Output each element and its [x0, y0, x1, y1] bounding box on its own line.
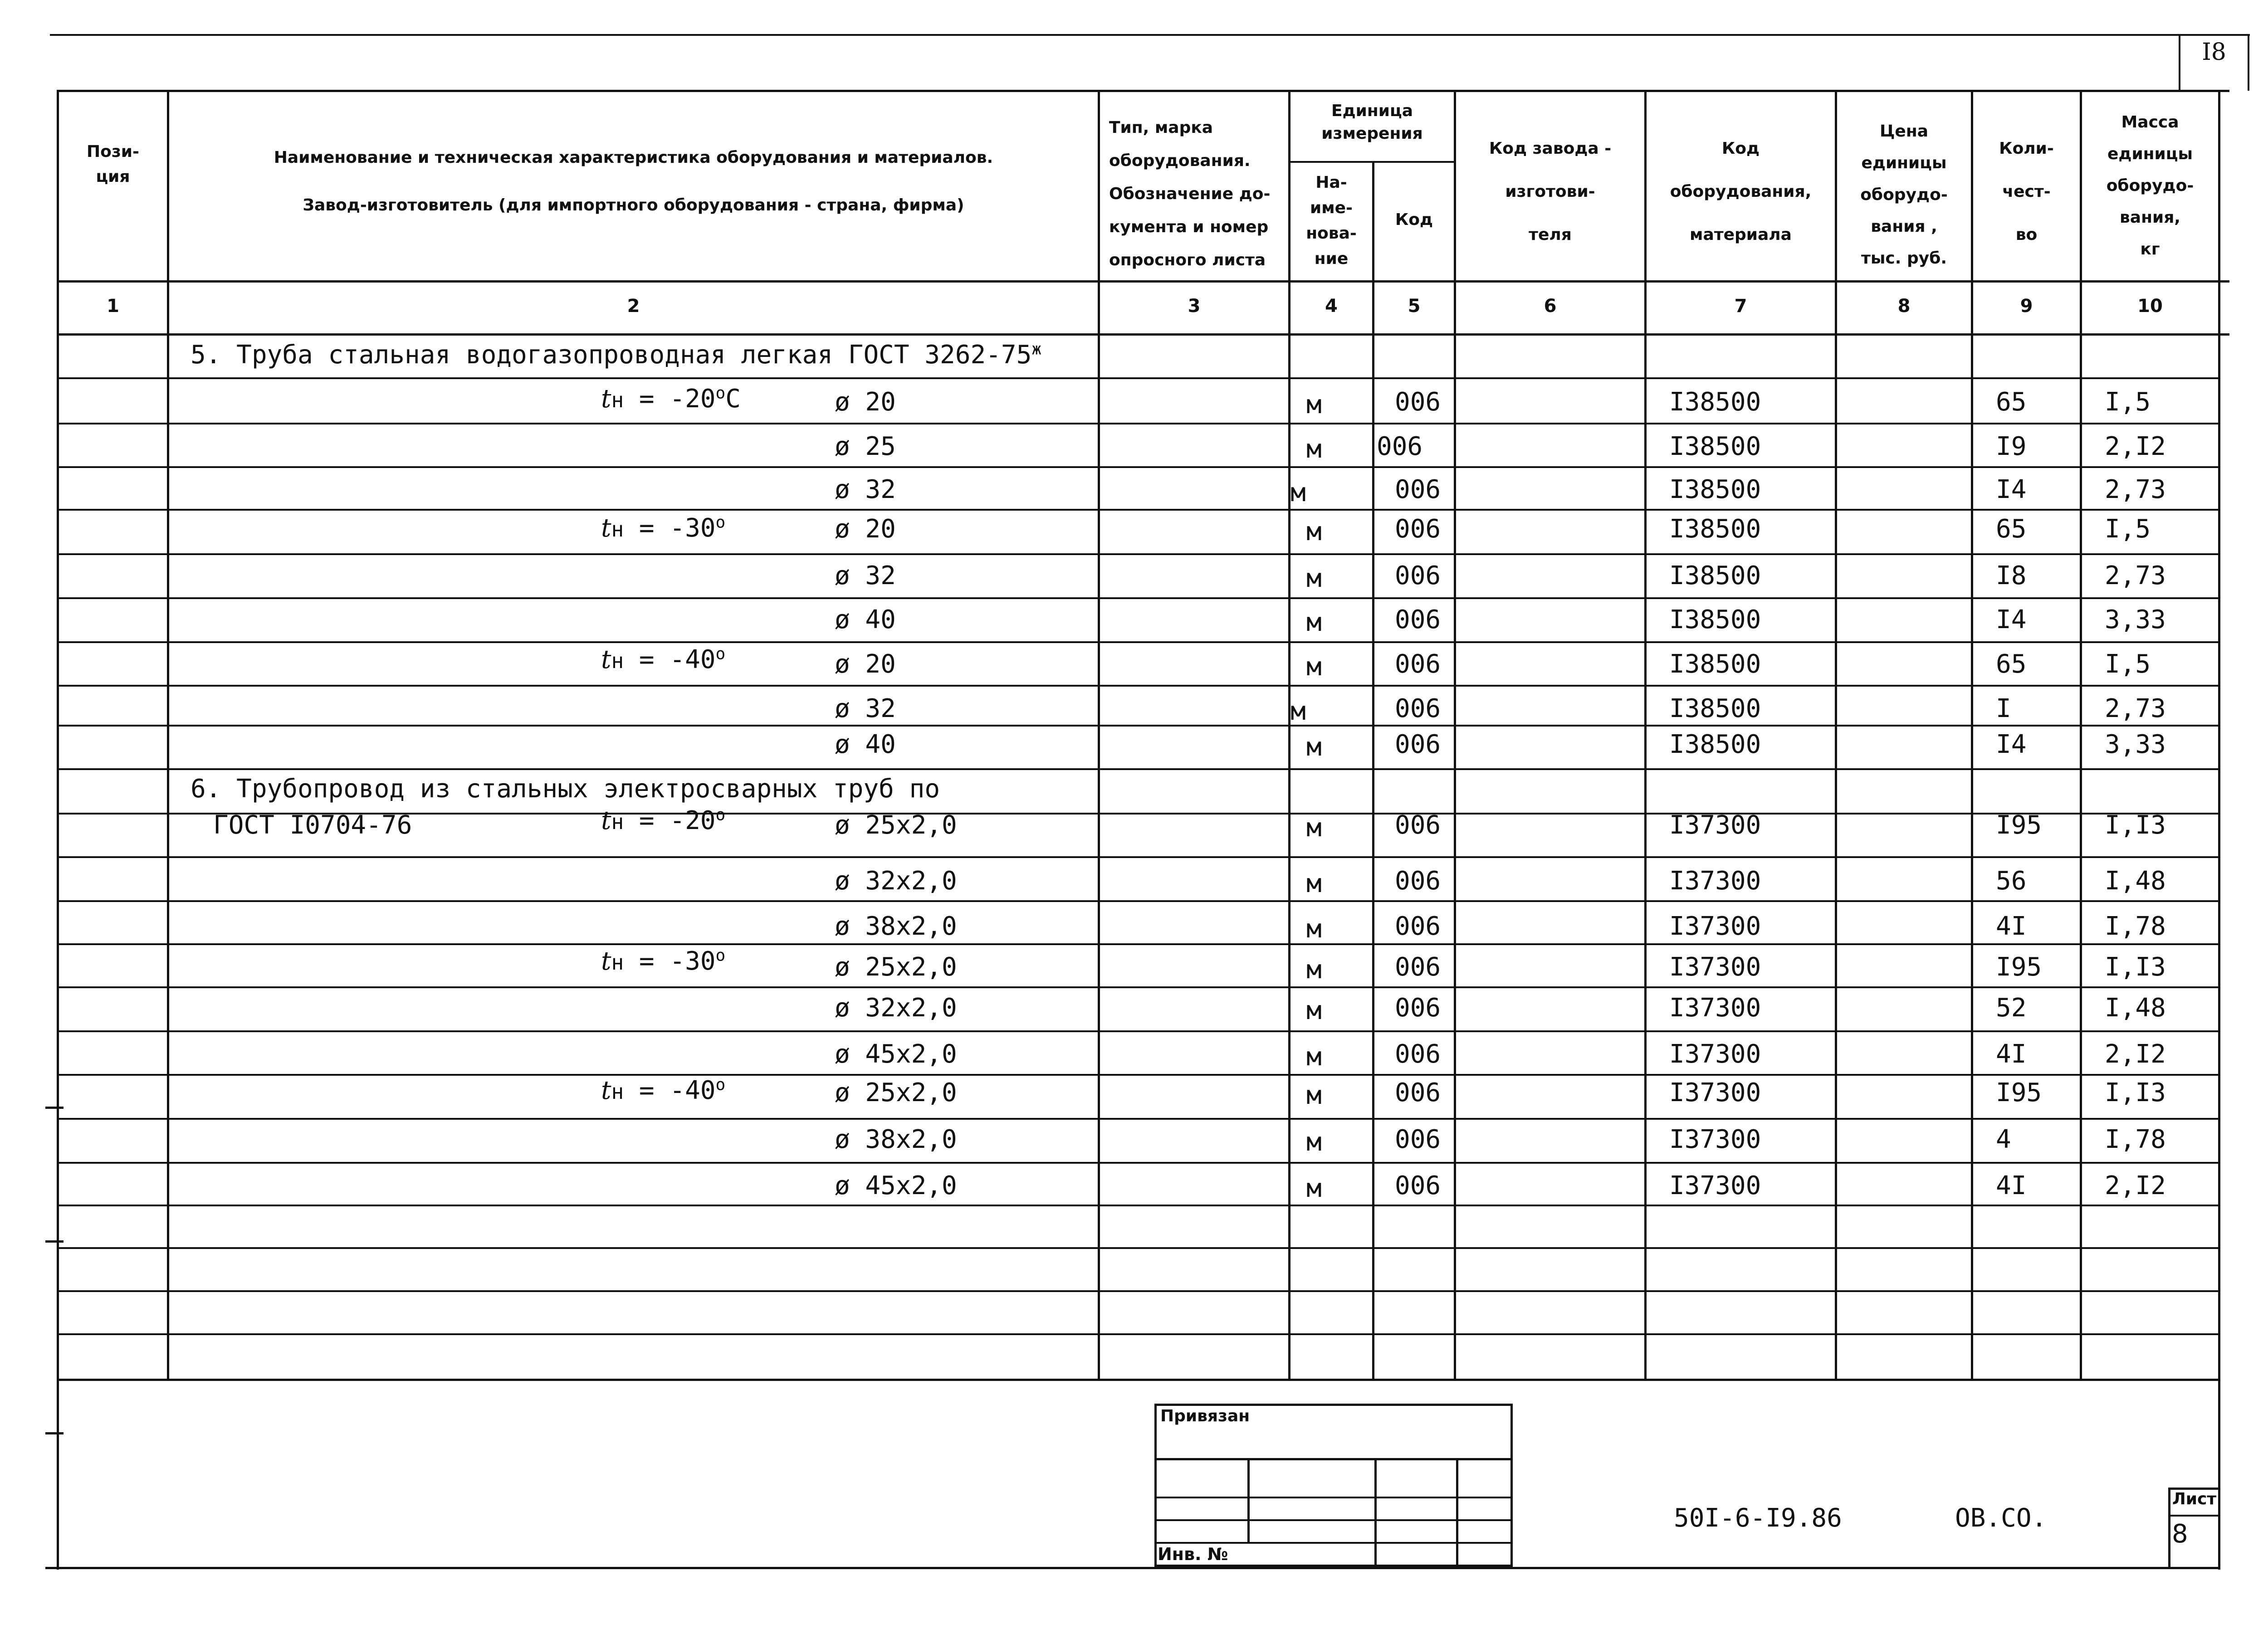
unit: м [1306, 996, 1322, 1025]
material-code: I38500 [1669, 561, 1761, 590]
unit-code: 006 [1395, 514, 1441, 544]
column-number: 6 [1544, 296, 1557, 317]
quantity: I95 [1996, 810, 2042, 840]
margin-tick [45, 1107, 64, 1109]
quantity: 4 [1996, 1125, 2011, 1154]
unit: м [1290, 478, 1306, 507]
material-code: I37300 [1669, 1039, 1761, 1069]
col-line-9 [2080, 90, 2082, 1381]
col-line-7 [1835, 90, 1837, 1381]
material-code: I38500 [1669, 649, 1761, 679]
diameter: ø 32x2,0 [835, 993, 957, 1023]
list-label: Лист [2172, 1490, 2217, 1508]
diameter: ø 20 [835, 649, 896, 679]
unit: м [1306, 608, 1322, 637]
material-code: I37300 [1669, 810, 1761, 840]
unit-code: 006 [1395, 810, 1441, 840]
temperature-label: tн = $-30^о$ [601, 946, 726, 976]
column-number: 2 [627, 296, 640, 317]
header-quantity: Коли- чест- во [1999, 139, 2054, 244]
col-line-6 [1644, 90, 1647, 1381]
unit-code: 006 [1395, 1125, 1441, 1154]
row-line [57, 1290, 2218, 1292]
row-line [57, 1162, 2218, 1164]
row-line [57, 1333, 2218, 1335]
sheet-number: I8 [2202, 39, 2226, 66]
diameter: ø 40 [835, 730, 896, 759]
header-position: Пози- ция [87, 142, 139, 186]
binding-label: Привязан [1160, 1407, 1250, 1425]
unit: м [1306, 955, 1322, 985]
diameter: ø 32 [835, 475, 896, 504]
quantity: 4I [1996, 912, 2027, 941]
unit: м [1306, 1174, 1322, 1203]
unit: м [1306, 517, 1322, 546]
row-line [57, 597, 2218, 599]
col-line-2 [1098, 90, 1100, 1381]
material-code: I37300 [1669, 952, 1761, 982]
temperature-label: tн = $-30^о$ [601, 513, 726, 543]
quantity: I95 [1996, 1078, 2042, 1107]
unit-code: 006 [1395, 730, 1441, 759]
header-mass: Масса единицы оборудо- вания, кг [2106, 113, 2194, 259]
table-bottom-border [57, 1379, 2218, 1381]
binding-line [1154, 1519, 1513, 1521]
quantity: I95 [1996, 952, 2042, 982]
binding-line [1154, 1542, 1513, 1544]
header-factory-code: Код завода - изготови- теля [1489, 139, 1612, 244]
unit: м [1306, 732, 1322, 762]
top-margin-line [50, 34, 2250, 36]
unit-code: 006 [1395, 649, 1441, 679]
column-number: 1 [107, 296, 119, 317]
unit-code: 006 [1377, 432, 1423, 461]
column-number: 8 [1897, 296, 1911, 317]
unit: м [1306, 434, 1322, 464]
header-name: Наименование и техническая характеристика оборудования и материалов. Завод-изготовитель (для импортного оборудования - страна, фирма) [274, 148, 993, 215]
material-code: I37300 [1669, 866, 1761, 896]
unit-mass: I,5 [2105, 649, 2151, 679]
quantity: 56 [1996, 866, 2027, 896]
material-code: I37300 [1669, 1078, 1761, 1107]
unit: м [1306, 1127, 1322, 1157]
unit-subheader-line [1288, 161, 1454, 163]
section-6-title: 6. Трубопровод из стальных электросварных труб по [191, 774, 940, 804]
material-code: I37300 [1669, 1125, 1761, 1154]
row-line [57, 943, 2218, 945]
frame-right [2218, 90, 2220, 1570]
row-line [57, 725, 2218, 727]
sheet-number-box-right [2248, 34, 2249, 91]
diameter: ø 45x2,0 [835, 1171, 957, 1200]
diameter: ø 45x2,0 [835, 1039, 957, 1069]
quantity: I [1996, 694, 2011, 723]
unit: м [1306, 914, 1322, 944]
row-line [57, 1030, 2218, 1032]
unit-mass: I,78 [2105, 912, 2166, 941]
unit-mass: 2,73 [2105, 694, 2166, 723]
row-line [57, 466, 2218, 468]
diameter: ø 20 [835, 514, 896, 544]
row-line [57, 986, 2218, 988]
unit-mass: 3,33 [2105, 730, 2166, 759]
unit-code: 006 [1395, 1078, 1441, 1107]
list-number: 8 [2172, 1519, 2188, 1549]
diameter: ø 38x2,0 [835, 912, 957, 941]
col-line-8 [1971, 90, 1973, 1381]
diameter: ø 25x2,0 [835, 952, 957, 982]
list-box-line [2168, 1515, 2220, 1517]
diameter: ø 32 [835, 561, 896, 590]
binding-col [1374, 1458, 1377, 1567]
quantity: I4 [1996, 475, 2027, 504]
material-code: I38500 [1669, 730, 1761, 759]
row-line [57, 1205, 2218, 1206]
unit-code: 006 [1395, 912, 1441, 941]
unit-mass: 2,73 [2105, 561, 2166, 590]
unit: м [1306, 390, 1322, 419]
unit-code: 006 [1395, 387, 1441, 417]
header-price: Цена единицы оборудо- вания , тыс. руб. [1860, 122, 1948, 268]
binding-col [1456, 1458, 1458, 1567]
unit: м [1306, 564, 1322, 593]
material-code: I38500 [1669, 387, 1761, 417]
unit-mass: 2,I2 [2105, 432, 2166, 461]
column-number: 3 [1188, 296, 1201, 317]
header-unit-code: Код [1395, 210, 1433, 229]
unit: м [1306, 652, 1322, 682]
margin-tick [45, 1432, 64, 1434]
column-number: 9 [2020, 296, 2033, 317]
diameter: ø 25x2,0 [835, 1078, 957, 1107]
unit-mass: I,I3 [2105, 1078, 2166, 1107]
temperature-label: tн = $-20^оС$ [601, 384, 741, 414]
diameter: ø 38x2,0 [835, 1125, 957, 1154]
unit-mass: I,5 [2105, 514, 2151, 544]
diameter: ø 40 [835, 605, 896, 634]
margin-tick [45, 1240, 64, 1243]
quantity: I9 [1996, 432, 2027, 461]
diameter: ø 20 [835, 387, 896, 417]
column-number: 10 [2137, 296, 2163, 317]
quantity: I4 [1996, 730, 2027, 759]
column-number: 4 [1325, 296, 1338, 317]
inventory-label: Инв. № [1158, 1544, 1228, 1564]
unit-code: 006 [1395, 1171, 1441, 1200]
unit-mass: 3,33 [2105, 605, 2166, 634]
binding-line [1154, 1497, 1513, 1498]
row-line [57, 509, 2218, 511]
col-line-5 [1454, 90, 1456, 1381]
quantity: 4I [1996, 1171, 2027, 1200]
header-unit-group: Единица измерения [1321, 102, 1423, 143]
unit-code: 006 [1395, 993, 1441, 1023]
material-code: I38500 [1669, 514, 1761, 544]
unit-code: 006 [1395, 866, 1441, 896]
quantity: 65 [1996, 649, 2027, 679]
unit-mass: 2,I2 [2105, 1171, 2166, 1200]
diameter: ø 25x2,0 [835, 810, 957, 840]
temperature-label: tн = $-40^о$ [601, 644, 726, 674]
unit-mass: 2,73 [2105, 475, 2166, 504]
quantity: 52 [1996, 993, 2027, 1023]
row-line [57, 1074, 2218, 1076]
row-line [57, 1118, 2218, 1120]
table-top-border [57, 90, 2229, 92]
column-number: 5 [1408, 296, 1421, 317]
unit-mass: I,I3 [2105, 952, 2166, 982]
col-line-1 [167, 90, 169, 1381]
diameter: ø 25 [835, 432, 896, 461]
unit-code: 006 [1395, 561, 1441, 590]
temperature-label: tн = $-40^о$ [601, 1075, 726, 1105]
quantity: 65 [1996, 514, 2027, 544]
section-6-gost: ГОСТ I0704-76 [213, 810, 412, 840]
row-line [57, 641, 2218, 643]
document-code: 50I-6-I9.86 [1674, 1503, 1842, 1533]
binding-line [1154, 1458, 1513, 1460]
row-line [57, 423, 2218, 424]
diameter: ø 32x2,0 [835, 866, 957, 896]
unit-mass: I,48 [2105, 993, 2166, 1023]
unit: м [1306, 1081, 1322, 1110]
row-line [57, 768, 2218, 770]
binding-col [1247, 1458, 1250, 1542]
unit-code: 006 [1395, 605, 1441, 634]
unit-code: 006 [1395, 475, 1441, 504]
unit-mass: I,I3 [2105, 810, 2166, 840]
material-code: I38500 [1669, 432, 1761, 461]
row-line [57, 856, 2218, 858]
unit: м [1306, 813, 1322, 843]
quantity: 4I [1996, 1039, 2027, 1069]
unit: м [1290, 697, 1306, 726]
material-code: I37300 [1669, 993, 1761, 1023]
numbers-bottom-border [57, 333, 2229, 336]
section-5-title: 5. Труба стальная водогазопроводная легкая ГОСТ $3262-75^ж$ [191, 340, 1042, 370]
col-line-3 [1288, 90, 1290, 1381]
unit-mass: I,5 [2105, 387, 2151, 417]
unit-mass: I,78 [2105, 1125, 2166, 1154]
row-line [57, 553, 2218, 555]
header-unit-name: На- име- нова- ние [1306, 173, 1357, 268]
unit-mass: I,48 [2105, 866, 2166, 896]
unit: м [1306, 869, 1322, 898]
header-bottom-border [57, 280, 2229, 283]
document-type: ОВ.СО. [1955, 1503, 2047, 1533]
row-line [57, 685, 2218, 687]
row-line [57, 900, 2218, 902]
unit-code: 006 [1395, 694, 1441, 723]
quantity: 65 [1996, 387, 2027, 417]
row-line [57, 377, 2218, 379]
material-code: I37300 [1669, 912, 1761, 941]
quantity: I4 [1996, 605, 2027, 634]
row-line [57, 1247, 2218, 1249]
unit-mass: 2,I2 [2105, 1039, 2166, 1069]
header-type: Тип, марка оборудования. Обозначение до- кумента и номер опросного листа [1109, 118, 1271, 269]
material-code: I38500 [1669, 475, 1761, 504]
header-equipment-code: Код оборудования, материала [1670, 139, 1812, 244]
temperature-label: tн = $-20^о$ [601, 805, 726, 835]
col-line-4 [1372, 161, 1374, 1381]
unit-code: 006 [1395, 1039, 1441, 1069]
unit: м [1306, 1042, 1322, 1072]
material-code: I38500 [1669, 605, 1761, 634]
column-number: 7 [1734, 296, 1747, 317]
material-code: I38500 [1669, 694, 1761, 723]
frame-bottom [45, 1567, 2220, 1569]
material-code: I37300 [1669, 1171, 1761, 1200]
unit-code: 006 [1395, 952, 1441, 982]
quantity: I8 [1996, 561, 2027, 590]
diameter: ø 32 [835, 694, 896, 723]
